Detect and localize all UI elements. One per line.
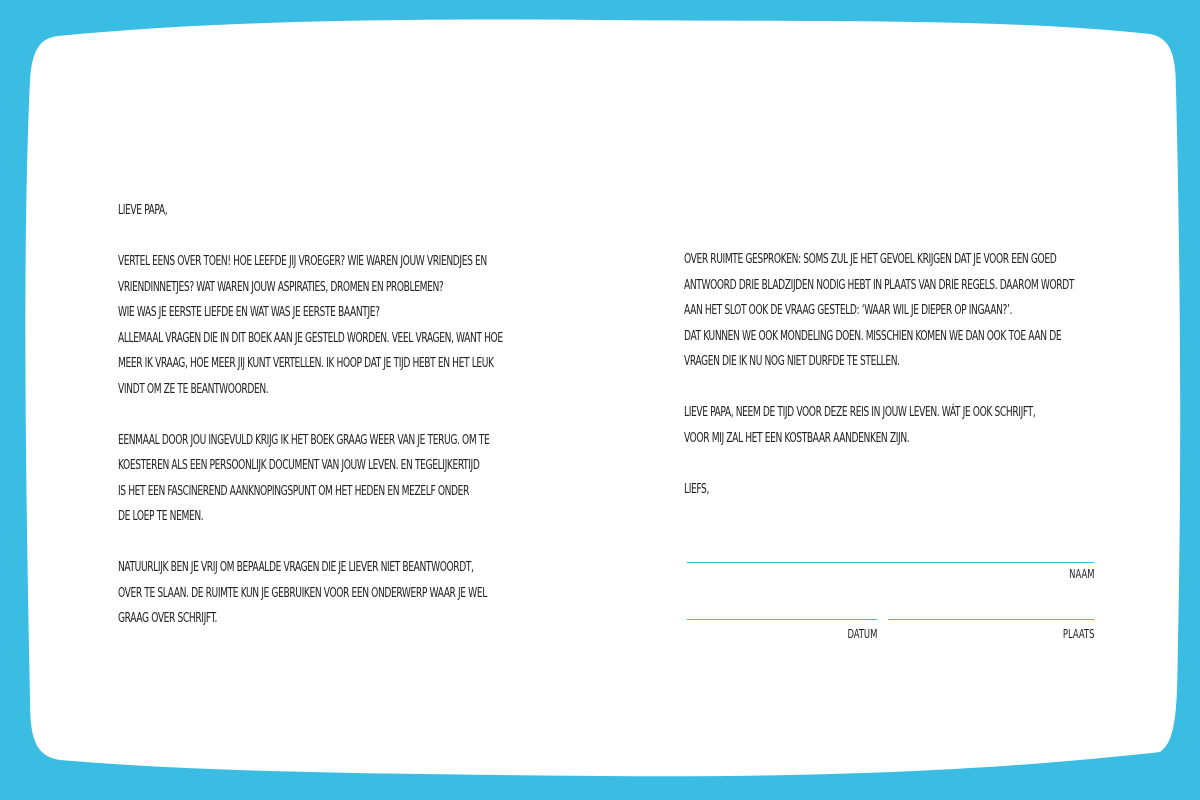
paragraph-3: [118, 555, 531, 632]
text-line: VRAGEN DIE IK NU NOG NIET DURFDE TE STELLEN.: [684, 354, 900, 369]
text-line: EENMAAL DOOR JOU INGEVULD KRIJG IK HET BOEK GRAAG WEER VAN JE TERUG. OM TE: [118, 432, 490, 448]
text-line: OVER TE SLAAN. DE RUIMTE KUN JE GEBRUIKEN VOOR EEN ONDERWERP WAAR JE WEL: [118, 585, 487, 601]
text-line: LIEVE PAPA, NEEM DE TIJD VOOR DEZE REIS IN JOUW LEVEN. WÁT JE OOK SCHRIJFT,: [684, 405, 1036, 420]
text-line: GRAAG OVER SCHRIJFT.: [118, 611, 218, 626]
text-line: MEER IK VRAAG, HOE MEER JIJ KUNT VERTELLEN. IK HOOP DAT JE TIJD HEBT EN HET LEUK: [118, 356, 494, 371]
text-line: DAT KUNNEN WE OOK MONDELING DOEN. MISSCHIEN KOMEN WE DAN OOK TOE AAN DE: [684, 328, 1062, 344]
name-label: NAAM: [1068, 567, 1094, 581]
paragraph-4: [684, 247, 1097, 375]
text-line: IS HET EEN FASCINEREND AANKNOPINGSPUNT OM HET HEDEN EN MEZELF ONDER: [118, 483, 469, 499]
paragraph-5: [684, 400, 1097, 451]
greeting-text: LIEVE PAPA,: [118, 203, 168, 218]
paragraph-1: [118, 249, 531, 402]
text-line: ALLEMAAL VRAGEN DIE IN DIT BOEK AAN JE GESTELD WORDEN. VEEL VRAGEN, WANT HOE: [118, 330, 503, 346]
sign-off: [684, 477, 1097, 503]
place-line[interactable]: [888, 619, 1094, 620]
greeting: [118, 198, 531, 224]
sign-off-text: LIEFS,: [684, 481, 709, 497]
intro-letter-left: [118, 198, 531, 657]
text-line: VRIENDINNETJES? WAT WAREN JOUW ASPIRATIES, DROMEN EN PROBLEMEN?: [118, 279, 444, 295]
place-label: PLAATS: [1062, 627, 1094, 641]
paragraph-2: [118, 428, 531, 530]
date-label: DATUM: [847, 627, 877, 641]
text-line: OVER RUIMTE GESPROKEN: SOMS ZUL JE HET GEVOEL KRIJGEN DAT JE VOOR EEN GOED: [684, 252, 1057, 267]
text-line: ANTWOORD DRIE BLADZIJDEN NODIG HEBT IN PLAATS VAN DRIE REGELS. DAAROM WORDT: [684, 277, 1075, 293]
text-line: NATUURLIJK BEN JE VRIJ OM BEPAALDE VRAGEN DIE JE LIEVER NIET BEANTWOORDT,: [118, 560, 474, 575]
text-line: VOOR MIJ ZAL HET EEN KOSTBAAR AANDENKEN ZIJN.: [684, 430, 910, 446]
text-line: AAN HET SLOT OOK DE VRAAG GESTELD: ‘WAAR WIL JE DIEPER OP INGAAN?’.: [684, 303, 1013, 318]
name-line[interactable]: [687, 562, 1094, 563]
date-line[interactable]: [687, 619, 877, 620]
text-line: VINDT OM ZE TE BEANTWOORDEN.: [118, 381, 269, 397]
intro-letter-right: [684, 247, 1097, 528]
text-line: KOESTEREN ALS EEN PERSOONLIJK DOCUMENT VAN JOUW LEVEN. EN TEGELIJKERTIJD: [118, 458, 480, 473]
text-line: WIE WAS JE EERSTE LIEFDE EN WAT WAS JE EERSTE BAANTJE?: [118, 305, 380, 320]
text-line: VERTEL EENS OVER TOEN! HOE LEEFDE JIJ VROEGER? WIE WAREN JOUW VRIENDJES EN: [118, 254, 487, 269]
text-line: DE LOEP TE NEMEN.: [118, 509, 204, 524]
